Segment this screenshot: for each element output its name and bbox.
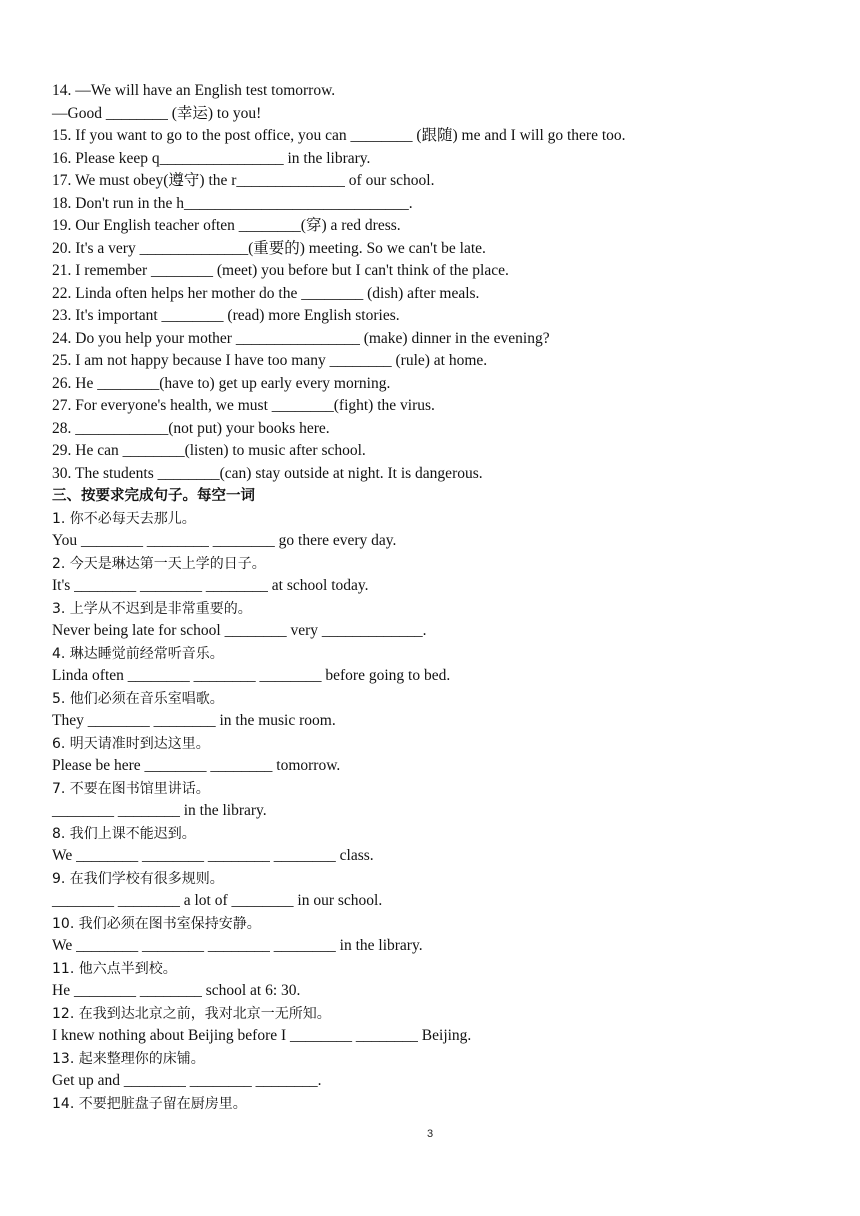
exercise-line: 30. The students ________(can) stay outside at night. It is dangerous. <box>52 464 483 482</box>
exercise-line: 19. Our English teacher often ________(穿) a red dress. <box>52 217 401 234</box>
chinese-prompt-line: 5. 他们必须在音乐室唱歌。 <box>52 690 224 707</box>
exercise-line: We ________ ________ ________ ________ in the library. <box>52 937 423 954</box>
exercise-line: It's ________ ________ ________ at school today. <box>52 577 369 594</box>
chinese-prompt-line: 13. 起来整理你的床铺。 <box>52 1050 205 1067</box>
chinese-prompt-line: 14. 不要把脏盘子留在厨房里。 <box>52 1095 247 1112</box>
section-heading: 三、按要求完成句子。每空一词 <box>52 488 255 504</box>
exercise-line: 23. It's important ________ (read) more English stories. <box>52 307 400 324</box>
exercise-line: You ________ ________ ________ go there every day. <box>52 532 397 549</box>
exercise-line: —Good ________ (幸运) to you! <box>52 104 262 122</box>
exercise-line: Never being late for school ________ very _____________. <box>52 622 427 639</box>
chinese-prompt-line: 9. 在我们学校有很多规则。 <box>52 870 224 887</box>
exercise-line: 29. He can ________(listen) to music after school. <box>52 442 366 459</box>
exercise-line: 26. He ________(have to) get up early every morning. <box>52 374 391 392</box>
exercise-line: I knew nothing about Beijing before I ________ ________ Beijing. <box>52 1027 472 1044</box>
exercise-line: Get up and ________ ________ ________. <box>52 1072 322 1089</box>
chinese-prompt-line: 12. 在我到达北京之前，我对北京一无所知。 <box>52 1005 331 1022</box>
exercise-line: 25. I am not happy because I have too many ________ (rule) at home. <box>52 352 488 369</box>
page-number: 3 <box>426 1128 434 1140</box>
exercise-line: 20. It's a very ______________(重要的) meeting. So we can't be late. <box>52 239 486 257</box>
chinese-prompt-line: 11. 他六点半到校。 <box>52 960 177 977</box>
chinese-prompt-line: 8. 我们上课不能迟到。 <box>52 825 196 842</box>
chinese-prompt-line: 2. 今天是琳达第一天上学的日子。 <box>52 555 266 572</box>
exercise-line: 17. We must obey(遵守) the r______________ of our school. <box>52 172 435 189</box>
chinese-prompt-line: 3. 上学从不迟到是非常重要的。 <box>52 600 252 617</box>
chinese-prompt-line: 7. 不要在图书馆里讲话。 <box>52 780 210 797</box>
chinese-prompt-line: 4. 琳达睡觉前经常听音乐。 <box>52 645 224 662</box>
chinese-prompt-line: 6. 明天请准时到达这里。 <box>52 735 210 752</box>
exercise-line: 21. I remember ________ (meet) you before but I can't think of the place. <box>52 262 509 279</box>
exercise-line: 15. If you want to go to the post office, you can ________ (跟随) me and I will go there too. <box>52 127 626 144</box>
exercise-line: ________ ________ a lot of ________ in our school. <box>52 892 383 909</box>
exercise-line: He ________ ________ school at 6: 30. <box>52 982 301 999</box>
exercise-line: 22. Linda often helps her mother do the ________ (dish) after meals. <box>52 284 480 302</box>
exercise-line: Linda often ________ ________ ________ before going to bed. <box>52 667 451 684</box>
chinese-prompt-line: 10. 我们必须在图书室保持安静。 <box>52 915 261 932</box>
worksheet-page <box>52 80 832 1115</box>
exercise-line: 16. Please keep q________________ in the library. <box>52 149 371 167</box>
exercise-line: Please be here ________ ________ tomorrow. <box>52 757 341 774</box>
chinese-prompt-line: 1. 你不必每天去那儿。 <box>52 510 196 527</box>
exercise-line: 18. Don't run in the h_____________________________. <box>52 194 413 212</box>
exercise-line: We ________ ________ ________ ________ class. <box>52 847 374 864</box>
exercise-line: ________ ________ in the library. <box>52 802 267 819</box>
exercise-line: 14. —We will have an English test tomorrow. <box>52 82 336 99</box>
exercise-line: They ________ ________ in the music room. <box>52 712 336 729</box>
exercise-line: 28. ____________(not put) your books here. <box>52 419 330 437</box>
exercise-line: 24. Do you help your mother ________________ (make) dinner in the evening? <box>52 329 550 347</box>
exercise-line: 27. For everyone's health, we must ________(fight) the virus. <box>52 397 435 414</box>
